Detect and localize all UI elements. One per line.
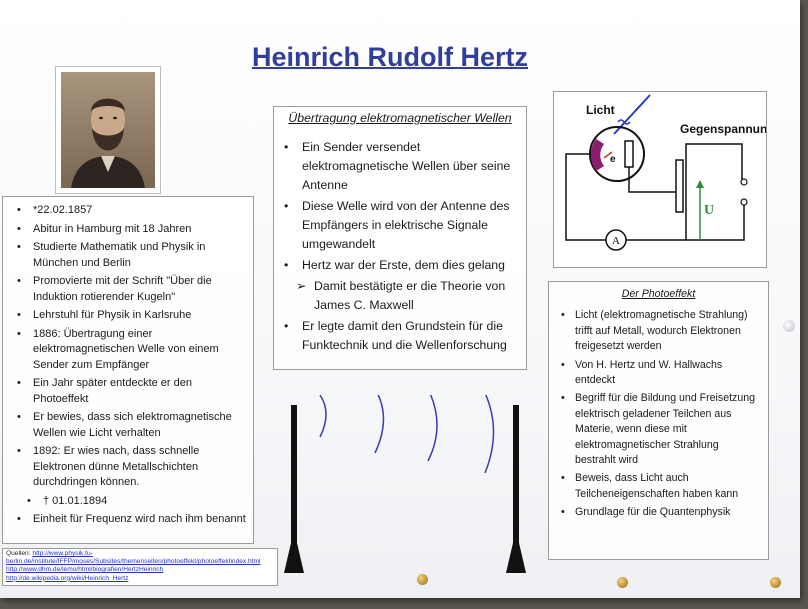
transmission-text: Er legte damit den Grundstein für die Funktechnik und die Wellenforschung <box>302 319 507 352</box>
bio-text: Studierte Mathematik und Physik in München und Berlin <box>33 241 206 269</box>
transmission-item <box>284 256 518 275</box>
transmission-text: Hertz war der Erste, dem dies gelang <box>302 258 505 272</box>
bio-text: *22.02.1857 <box>33 204 93 216</box>
photoeffect-heading: Der Photoeffekt <box>621 288 696 300</box>
circuit-diagram <box>554 92 766 267</box>
radio-wave <box>320 395 326 437</box>
bio-text: Promovierte mit der Schrift "Über die Induktion rotierender Kugeln" <box>33 275 212 303</box>
bullet: • <box>27 494 31 507</box>
portrait-image <box>61 72 155 188</box>
voltage-label: U <box>704 203 715 218</box>
bio-item <box>17 512 247 528</box>
photoeffect-text: Beweis, dass Licht auch Teilcheneigenschaften haben kann <box>575 472 739 500</box>
bullet: • <box>17 411 21 423</box>
photoeffect-item <box>561 308 762 354</box>
bullet: • <box>284 319 289 333</box>
bullet: • <box>284 140 289 154</box>
bio-item <box>17 376 247 407</box>
sources-box <box>2 548 278 586</box>
photoeffect-item <box>561 471 762 502</box>
voltage-arrowhead <box>696 180 704 188</box>
light-ray <box>614 95 650 134</box>
bullet: • <box>561 506 565 519</box>
bio-text: 1892: Er wies nach, dass schnelle Elektronen dünne Metallschichten durchdringen können. <box>33 445 200 488</box>
bio-item <box>17 444 247 491</box>
transmission-heading: Übertragung elektromagnetischer Wellen <box>288 111 512 125</box>
biography-list <box>3 197 253 528</box>
photoeffect-text: Begriff für die Bildung und Freisetzung elektrisch geladener Teilchen aus Materie, wenn diese mit elektromagnetischer Strahlung bestrahlt wird <box>575 392 756 467</box>
transmission-item <box>296 277 518 315</box>
photoeffect-list <box>549 308 768 520</box>
photoeffect-box <box>548 281 769 560</box>
pushpin <box>770 577 781 588</box>
bio-item <box>17 327 247 374</box>
portrait-photo <box>55 66 161 194</box>
bio-text: Ein Jahr später entdeckte er den Photoeffekt <box>33 377 192 405</box>
electron-label: e <box>610 154 616 165</box>
sources-label: Quellen: <box>6 550 31 557</box>
pushpin <box>617 577 628 588</box>
bio-item <box>17 203 247 219</box>
biography-box <box>2 196 254 544</box>
photoeffect-item <box>561 391 762 468</box>
bio-item <box>27 494 247 510</box>
bullet: • <box>17 241 21 253</box>
bullet: • <box>17 204 21 216</box>
bio-text: Lehrstuhl für Physik in Karlsruhe <box>33 309 192 321</box>
arrow-bullet-icon: ➢ <box>296 279 307 293</box>
bullet: • <box>284 199 289 213</box>
terminal <box>741 199 747 205</box>
transmission-item <box>284 317 518 355</box>
bullet: • <box>17 222 21 235</box>
bullet: • <box>17 513 21 525</box>
bio-text: † 01.01.1894 <box>43 494 108 507</box>
bio-text: Einheit für Frequenz wird nach ihm benannt <box>33 513 246 525</box>
rheostat <box>676 160 683 212</box>
photoeffect-item <box>561 358 762 389</box>
terminal <box>741 179 747 185</box>
ammeter-label: A <box>612 235 620 247</box>
bio-item <box>17 240 247 271</box>
bullet: • <box>17 445 21 457</box>
transmission-item <box>284 138 518 195</box>
bullet: • <box>17 327 21 340</box>
photoeffect-item <box>561 505 762 520</box>
bio-text: Er bewies, dass sich elektromagnetische Wellen wie Licht verhalten <box>33 411 232 439</box>
bullet: • <box>284 258 289 272</box>
bio-text: 1886: Übertragung einer elektromagnetischen Welle von einem Sender zum Empfänger <box>33 327 219 371</box>
bullet: • <box>561 392 565 405</box>
gegenspannung-label: Gegenspannun <box>680 122 766 136</box>
bullet: • <box>17 275 21 287</box>
receiver-antenna <box>513 405 519 545</box>
anode <box>625 141 633 167</box>
sender-antenna <box>291 405 297 545</box>
bio-item <box>17 222 247 238</box>
transmission-list <box>274 128 526 355</box>
transmission-text: Diese Welle wird von der Antenne des Empfängers in elektrische Signale umgewandelt <box>302 199 510 251</box>
wire <box>686 205 744 240</box>
radio-wave <box>485 395 494 473</box>
source-link[interactable]: http://de.wikipedia.org/wiki/Heinrich_Hertz <box>6 574 129 582</box>
transmission-text: Damit bestätigte er die Theorie von James C. Maxwell <box>314 279 506 312</box>
receiver-antenna-base <box>506 530 526 573</box>
bullet: • <box>561 472 565 485</box>
bio-item <box>17 274 247 305</box>
poster-title: Heinrich Rudolf Hertz <box>251 42 528 72</box>
bullet: • <box>17 309 21 321</box>
thumbtack <box>783 320 795 332</box>
antenna-illustration <box>280 395 530 580</box>
photoeffect-text: Grundlage für die Quantenphysik <box>575 506 731 519</box>
transmission-item <box>284 197 518 254</box>
licht-label: Licht <box>586 103 615 117</box>
sender-antenna-base <box>284 530 304 573</box>
source-link[interactable]: http://www.physik.tu-berlin.de/institute/IFFP/moses/Subsites/themenseiten/photoeffekt/photoeffektindex.html <box>6 550 261 566</box>
bio-item <box>17 410 247 441</box>
bio-text: Abitur in Hamburg mit 18 Jahren <box>33 222 192 235</box>
radio-wave <box>428 395 437 461</box>
transmission-text: Ein Sender versendet elektromagnetische Wellen über seine Antenne <box>302 140 511 192</box>
photoeffect-text: Licht (elektromagnetische Strahlung) trifft auf Metall, wodurch Elektronen freigesetzt werden <box>575 309 748 353</box>
bullet: • <box>17 377 21 389</box>
wire <box>629 167 664 192</box>
photoeffect-diagram <box>553 91 767 268</box>
bullet: • <box>561 358 565 371</box>
transmission-box <box>273 106 527 370</box>
radio-wave <box>375 395 384 453</box>
pushpin <box>417 574 428 585</box>
source-link[interactable]: http://www.dhm.de/lemo/html/biografien/HertzHeinrich <box>6 566 164 574</box>
photoeffect-text: Von H. Hertz und W. Hallwachs entdeckt <box>575 358 723 387</box>
bullet: • <box>561 309 565 322</box>
bio-item <box>17 308 247 324</box>
